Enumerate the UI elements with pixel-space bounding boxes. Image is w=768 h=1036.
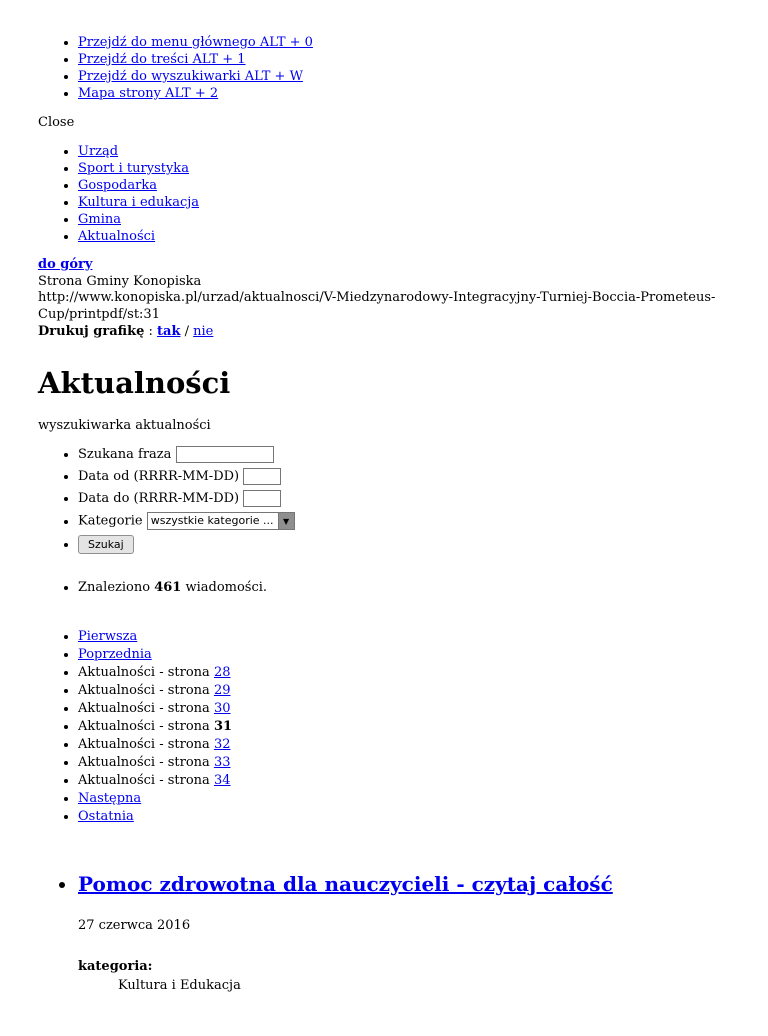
results-suffix: wiadomości. xyxy=(185,580,268,596)
search-heading: wyszukiwarka aktualności xyxy=(38,418,211,434)
date-to-label: Data do (RRRR-MM-DD) xyxy=(78,491,240,507)
category-select[interactable] xyxy=(147,512,295,530)
date-to-input[interactable] xyxy=(243,490,281,507)
list-item xyxy=(78,647,738,662)
list-item xyxy=(78,195,738,210)
search-button[interactable]: Szukaj xyxy=(78,535,134,554)
category-selected-value: wszystkie kategorie ... xyxy=(150,514,274,528)
page-prefix: Aktualności - strona xyxy=(78,701,210,717)
menu-item-sport-i-turystyka[interactable]: Sport i turystyka xyxy=(78,161,189,176)
page-prefix: Aktualności - strona xyxy=(78,719,210,735)
date-from-label: Data od (RRRR-MM-DD) xyxy=(78,469,240,485)
list-item xyxy=(78,229,738,244)
separator-colon: : xyxy=(148,323,153,339)
list-item xyxy=(78,144,738,159)
main-menu-list xyxy=(38,144,738,244)
menu-item-urzad[interactable]: Urząd xyxy=(78,144,119,159)
pagination-first-link[interactable]: Pierwsza xyxy=(78,629,138,645)
print-header xyxy=(38,257,738,340)
list-item xyxy=(78,52,738,67)
skip-link-sitemap[interactable]: Mapa strony ALT + 2 xyxy=(78,86,219,101)
category-label: Kategorie xyxy=(78,513,143,529)
list-item xyxy=(78,86,738,101)
skip-link-content[interactable]: Przejdź do treści ALT + 1 xyxy=(78,52,246,67)
list-item xyxy=(78,665,738,680)
list-item xyxy=(78,629,738,644)
list-item xyxy=(78,809,738,824)
article-title xyxy=(78,872,613,896)
menu-item-gmina[interactable]: Gmina xyxy=(78,212,121,227)
page-url: http://www.konopiska.pl/urzad/aktualnosci/V-Miedzynarodowy-Integracyjny-Turniej-Boccia-Prometeus-Cup/printpdf/st:31 xyxy=(38,290,716,322)
news-article-item xyxy=(78,872,738,993)
page-prefix: Aktualności - strona xyxy=(78,773,210,789)
article-title-link[interactable]: Pomoc zdrowotna dla nauczycieli - czytaj całość xyxy=(78,872,613,897)
article-category-label: kategoria: xyxy=(78,959,153,975)
article-meta xyxy=(78,918,738,993)
list-item xyxy=(78,35,738,50)
page-title: Aktualności xyxy=(38,366,231,401)
pagination-last-link[interactable]: Ostatnia xyxy=(78,809,134,825)
list-item xyxy=(78,701,738,716)
print-graphics-line xyxy=(38,324,738,341)
article-date: 27 czerwca 2016 xyxy=(78,918,191,934)
print-graphics-label: Drukuj grafikę xyxy=(38,323,145,339)
pagination-page-32-link[interactable]: 32 xyxy=(213,737,231,753)
skip-link-main-menu[interactable]: Przejdź do menu głównego ALT + 0 xyxy=(78,35,313,50)
pagination-page-29-link[interactable]: 29 xyxy=(213,683,231,699)
pagination-next-link[interactable]: Następna xyxy=(78,791,142,807)
pagination-page-30-link[interactable]: 30 xyxy=(213,701,231,717)
list-item xyxy=(78,773,738,788)
chevron-down-icon: ▼ xyxy=(278,513,294,529)
print-graphics-yes-link[interactable]: tak xyxy=(157,323,181,339)
back-to-top-line xyxy=(38,257,738,274)
pagination-page-28-link[interactable]: 28 xyxy=(213,665,231,681)
close-button[interactable]: Close xyxy=(38,115,75,130)
pagination-list xyxy=(38,629,738,824)
page-prefix: Aktualności - strona xyxy=(78,665,210,681)
page-prefix: Aktualności - strona xyxy=(78,683,210,699)
date-from-input[interactable] xyxy=(243,468,281,485)
menu-item-kultura-i-edukacja[interactable]: Kultura i edukacja xyxy=(78,195,200,210)
page-prefix: Aktualności - strona xyxy=(78,755,210,771)
menu-item-gospodarka[interactable]: Gospodarka xyxy=(78,178,157,193)
list-item xyxy=(78,791,738,806)
results-count-line xyxy=(78,580,738,595)
list-item xyxy=(78,755,738,770)
list-item xyxy=(78,468,738,485)
results-count: 461 xyxy=(154,580,182,596)
pagination-page-33-link[interactable]: 33 xyxy=(213,755,231,771)
news-article-list xyxy=(38,872,738,993)
list-item xyxy=(78,490,738,507)
results-summary-list xyxy=(38,580,738,595)
skip-links-list xyxy=(38,35,738,101)
list-item xyxy=(78,161,738,176)
list-item xyxy=(78,683,738,698)
menu-item-aktualnosci[interactable]: Aktualności xyxy=(78,229,156,244)
site-name: Strona Gminy Konopiska xyxy=(38,273,202,289)
phrase-input[interactable] xyxy=(176,446,274,463)
news-search-form xyxy=(38,446,738,554)
print-graphics-no-link[interactable]: nie xyxy=(193,323,214,339)
list-item xyxy=(78,719,738,734)
list-item xyxy=(78,212,738,227)
list-item xyxy=(78,446,738,463)
article-category-value: Kultura i Edukacja xyxy=(118,978,241,994)
page-prefix: Aktualności - strona xyxy=(78,737,210,753)
back-to-top-link[interactable]: do góry xyxy=(38,257,93,272)
pagination-page-34-link[interactable]: 34 xyxy=(213,773,231,789)
phrase-label: Szukana fraza xyxy=(78,447,172,463)
list-item xyxy=(78,69,738,84)
list-item xyxy=(78,535,738,554)
pagination-current-page: 31 xyxy=(213,719,233,735)
list-item xyxy=(78,512,738,530)
separator-slash: / xyxy=(184,323,189,339)
skip-link-search[interactable]: Przejdź do wyszukiwarki ALT + W xyxy=(78,69,303,84)
results-prefix: Znaleziono xyxy=(78,580,151,596)
list-item xyxy=(78,737,738,752)
pagination-previous-link[interactable]: Poprzednia xyxy=(78,647,152,663)
list-item xyxy=(78,178,738,193)
